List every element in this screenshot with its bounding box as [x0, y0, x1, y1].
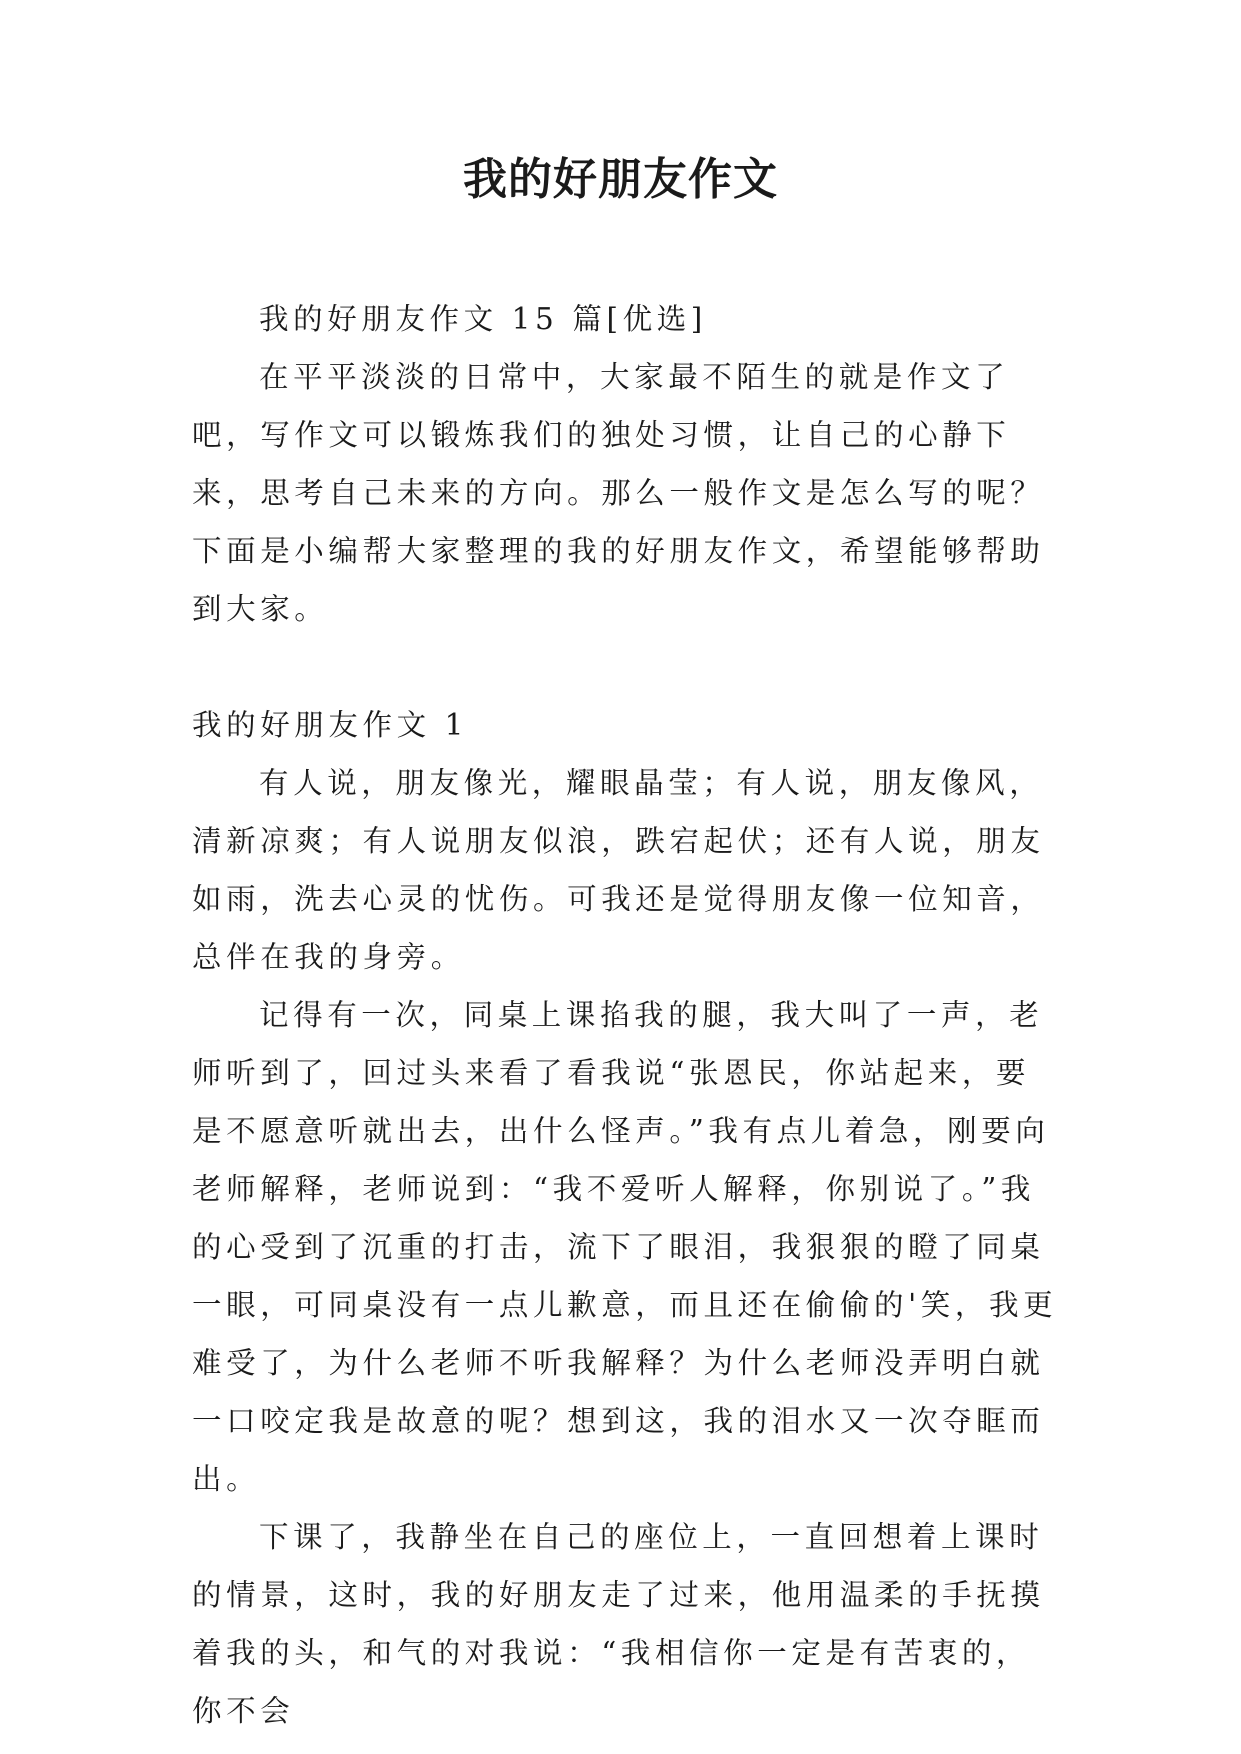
section-heading: 我的好朋友作文 1 — [192, 708, 469, 742]
intro-paragraph: 在平平淡淡的日常中，大家最不陌生的就是作文了吧，写作文可以锻炼我们的独处习惯，让自己的心静下来，思考自己未来的方向。那么一般作文是怎么写的呢？下面是小编帮大家整理的我的好朋友作文，希望能够帮助到大家。 — [192, 360, 1045, 626]
body-paragraph: 记得有一次，同桌上课掐我的腿，我大叫了一声，老师听到了，回过头来看了看我说“张恩民，你站起来，要是不愿意听就出去，出什么怪声。”我有点儿着急，刚要向老师解释，老师说到：“我不爱听人解释，你别说了。”我的心受到了沉重的打击，流下了眼泪，我狠狠的瞪了同桌一眼，可同桌没有一点儿歉意，而且还在偷偷的'笑，我更难受了，为什么老师不听我解释？为什么老师没弄明白就一口咬定我是故意的呢？想到这，我的泪水又一次夺眶而出。 — [192, 998, 1058, 1496]
body-paragraph: 下课了，我静坐在自己的座位上，一直回想着上课时的情景，这时，我的好朋友走了过来，他用温柔的手抚摸着我的头，和气的对我说：“我相信你一定是有苦衷的，你不会 — [192, 1520, 1045, 1728]
document-title: 我的好朋友作文 — [463, 154, 778, 205]
document-subtitle: 我的好朋友作文 15 篇[优选] — [259, 302, 707, 336]
document-body — [192, 290, 1058, 1740]
body-paragraph: 有人说，朋友像光，耀眼晶莹；有人说，朋友像风，清新凉爽；有人说朋友似浪，跌宕起伏；还有人说，朋友如雨，洗去心灵的忧伤。可我还是觉得朋友像一位知音，总伴在我的身旁。 — [192, 766, 1045, 974]
